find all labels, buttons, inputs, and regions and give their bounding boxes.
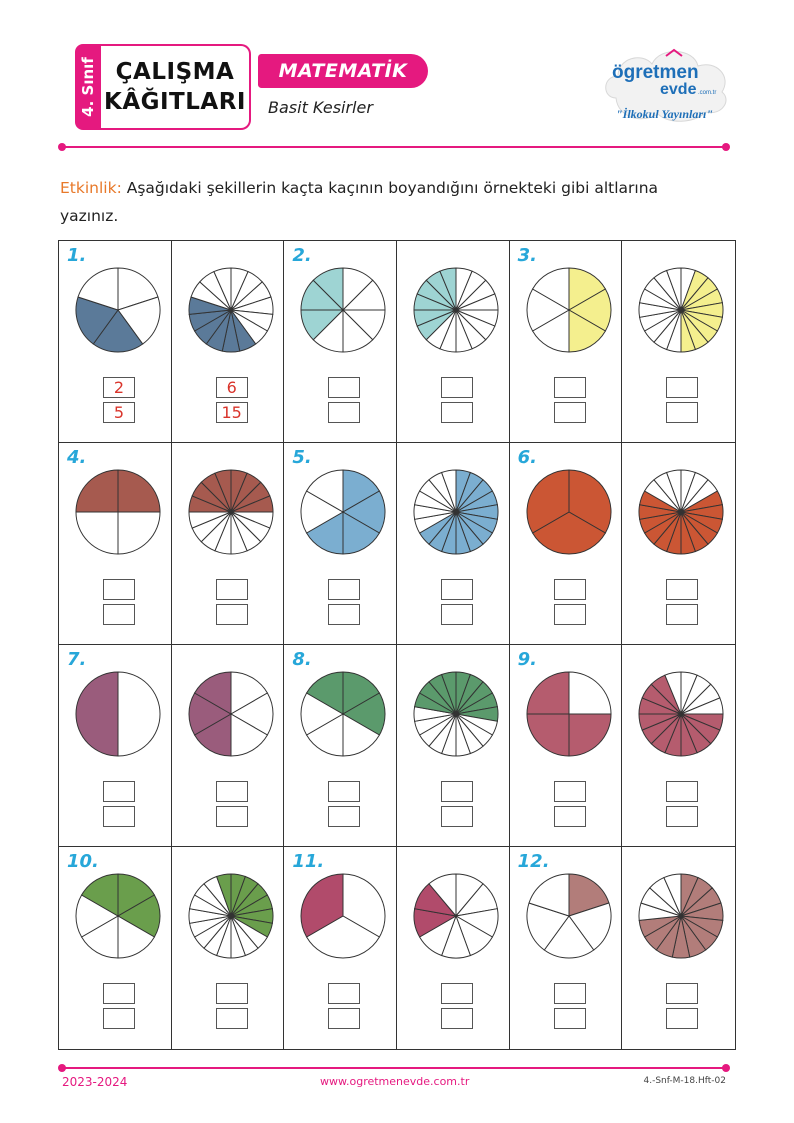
numerator-box[interactable] [216, 781, 248, 802]
denominator-box[interactable] [554, 604, 586, 625]
fraction-answer [554, 781, 586, 827]
numerator-box[interactable] [441, 781, 473, 802]
numerator-box[interactable]: 6 [216, 377, 248, 398]
question-number: 5. [292, 447, 312, 468]
question-number: 8. [292, 649, 312, 670]
numerator-box[interactable] [328, 983, 360, 1004]
fraction-answer [441, 983, 473, 1029]
title-line-2: KÂĞITLARI [104, 89, 246, 115]
question-cell [172, 645, 285, 847]
fraction-answer [328, 781, 360, 827]
question-cell [510, 443, 623, 645]
fraction-answer [666, 579, 698, 625]
pie-slice [569, 672, 611, 714]
question-cell [397, 645, 510, 847]
question-cell [510, 847, 623, 1049]
fraction-answer [328, 579, 360, 625]
pie-slice [118, 512, 160, 554]
fraction-pie [638, 267, 724, 353]
fraction-pie [75, 267, 161, 353]
publisher-logo [598, 40, 738, 130]
fraction-pie [638, 671, 724, 757]
numerator-box[interactable] [554, 983, 586, 1004]
question-number: 6. [517, 447, 538, 468]
denominator-box[interactable] [328, 806, 360, 827]
denominator-box[interactable] [441, 1008, 473, 1029]
fraction-answer [554, 579, 586, 625]
numerator-box[interactable] [216, 579, 248, 600]
question-cell [172, 443, 285, 645]
denominator-box[interactable] [103, 1008, 135, 1029]
question-cell [59, 645, 172, 847]
fraction-answer [216, 983, 248, 1029]
question-cell [622, 645, 735, 847]
question-cell [59, 443, 172, 645]
question-cell [59, 241, 172, 443]
activity-label: Etkinlik: [60, 179, 122, 197]
numerator-box[interactable] [216, 983, 248, 1004]
numerator-box[interactable] [554, 781, 586, 802]
denominator-box[interactable] [328, 1008, 360, 1029]
denominator-box[interactable] [666, 806, 698, 827]
activity-text: Aşağıdaki şekillerin kaçta kaçının boyandığını örnekteki gibi altlarına yazınız. [60, 179, 659, 225]
fraction-answer [441, 781, 473, 827]
denominator-box[interactable] [554, 806, 586, 827]
numerator-box[interactable] [441, 579, 473, 600]
footer-url[interactable]: www.ogretmenevde.com.tr [320, 1075, 470, 1088]
logo-domain: .com.tr [698, 90, 717, 96]
fraction-pie [413, 267, 499, 353]
header-divider [62, 146, 726, 148]
fraction-pie [413, 671, 499, 757]
activity-instructions [60, 174, 700, 230]
fraction-pie [188, 469, 274, 555]
question-cell [172, 847, 285, 1049]
subtopic-title: Basit Kesirler [268, 98, 373, 117]
fraction-pie [526, 469, 612, 555]
grade-tab [75, 44, 101, 130]
question-number: 12. [517, 851, 550, 872]
denominator-box[interactable] [328, 402, 360, 423]
question-number: 11. [292, 851, 325, 872]
denominator-box[interactable] [666, 1008, 698, 1029]
fraction-pie [188, 671, 274, 757]
fraction-pie [300, 267, 386, 353]
grade-label: 4. Sınıf [79, 57, 97, 117]
question-number: 4. [67, 447, 87, 468]
pie-slice-shaded [76, 672, 118, 756]
footer-code: 4.-Snf-M-18.Hft-02 [643, 1076, 726, 1086]
question-cell [172, 241, 285, 443]
question-cell [59, 847, 172, 1049]
denominator-box[interactable] [103, 806, 135, 827]
pie-slice-shaded [569, 714, 611, 756]
numerator-box[interactable] [328, 579, 360, 600]
question-cell [622, 241, 735, 443]
question-cell [510, 241, 623, 443]
fraction-pie [526, 267, 612, 353]
subject-badge: MATEMATİK [258, 54, 428, 88]
numerator-box[interactable] [666, 781, 698, 802]
denominator-box[interactable] [666, 402, 698, 423]
denominator-box[interactable] [666, 604, 698, 625]
question-cell [284, 847, 397, 1049]
numerator-box[interactable] [328, 377, 360, 398]
fraction-answer [554, 983, 586, 1029]
fraction-pie [300, 469, 386, 555]
numerator-box[interactable] [103, 579, 135, 600]
pie-slice [118, 672, 160, 756]
fraction-answer [216, 781, 248, 827]
question-cell [397, 443, 510, 645]
question-cell [284, 645, 397, 847]
question-number: 9. [517, 649, 538, 670]
fraction-pie [75, 873, 161, 959]
fraction-answer [328, 377, 360, 423]
footer-divider [62, 1067, 726, 1069]
numerator-box[interactable] [666, 377, 698, 398]
fraction-pie [188, 873, 274, 959]
numerator-box[interactable] [554, 579, 586, 600]
pie-slice-shaded [527, 714, 569, 756]
fraction-answer [103, 579, 135, 625]
numerator-box[interactable] [328, 781, 360, 802]
fraction-answer [441, 579, 473, 625]
question-cell [622, 847, 735, 1049]
question-number: 3. [517, 245, 538, 266]
fraction-pie [75, 671, 161, 757]
fraction-grid [58, 240, 736, 1050]
numerator-box[interactable] [441, 377, 473, 398]
question-number: 1. [67, 245, 87, 266]
numerator-box[interactable] [441, 983, 473, 1004]
title-line-1: ÇALIŞMA [115, 59, 235, 85]
fraction-pie [638, 873, 724, 959]
fraction-answer [554, 377, 586, 423]
fraction-answer [216, 377, 248, 423]
denominator-box[interactable] [554, 1008, 586, 1029]
footer-year: 2023-2024 [62, 1075, 128, 1089]
logo-name: ögretmen [612, 62, 699, 83]
fraction-answer [103, 377, 135, 423]
logo-name-2: evde [660, 81, 697, 98]
denominator-box[interactable]: 5 [103, 402, 135, 423]
fraction-answer [666, 781, 698, 827]
denominator-box[interactable] [554, 402, 586, 423]
numerator-box[interactable] [666, 983, 698, 1004]
denominator-box[interactable] [441, 806, 473, 827]
denominator-box[interactable] [216, 604, 248, 625]
question-number: 2. [292, 245, 312, 266]
pie-slice-shaded [527, 672, 569, 714]
fraction-pie [526, 671, 612, 757]
fraction-pie [300, 671, 386, 757]
fraction-answer [103, 781, 135, 827]
question-cell [622, 443, 735, 645]
denominator-box[interactable]: 15 [216, 402, 248, 423]
fraction-pie [638, 469, 724, 555]
fraction-pie [413, 873, 499, 959]
denominator-box[interactable] [441, 604, 473, 625]
numerator-box[interactable]: 2 [103, 377, 135, 398]
question-cell [510, 645, 623, 847]
logo-tagline: "İlkokul Yayınları" [616, 107, 714, 121]
question-number: 7. [67, 649, 87, 670]
pie-slice-shaded [76, 470, 118, 512]
worksheet-title [101, 44, 251, 130]
question-number: 10. [67, 851, 99, 872]
fraction-answer [103, 983, 135, 1029]
pie-slice [76, 512, 118, 554]
denominator-box[interactable] [328, 604, 360, 625]
fraction-answer [666, 983, 698, 1029]
denominator-box[interactable] [103, 604, 135, 625]
fraction-pie [300, 873, 386, 959]
fraction-answer [666, 377, 698, 423]
fraction-pie [75, 469, 161, 555]
question-cell [284, 443, 397, 645]
denominator-box[interactable] [216, 806, 248, 827]
numerator-box[interactable] [103, 983, 135, 1004]
question-cell [284, 241, 397, 443]
question-cell [397, 241, 510, 443]
fraction-pie [188, 267, 274, 353]
fraction-answer [216, 579, 248, 625]
pie-slice-shaded [118, 470, 160, 512]
fraction-pie [413, 469, 499, 555]
denominator-box[interactable] [216, 1008, 248, 1029]
numerator-box[interactable] [103, 781, 135, 802]
numerator-box[interactable] [554, 377, 586, 398]
fraction-answer [441, 377, 473, 423]
fraction-answer [328, 983, 360, 1029]
numerator-box[interactable] [666, 579, 698, 600]
fraction-pie [526, 873, 612, 959]
denominator-box[interactable] [441, 402, 473, 423]
question-cell [397, 847, 510, 1049]
